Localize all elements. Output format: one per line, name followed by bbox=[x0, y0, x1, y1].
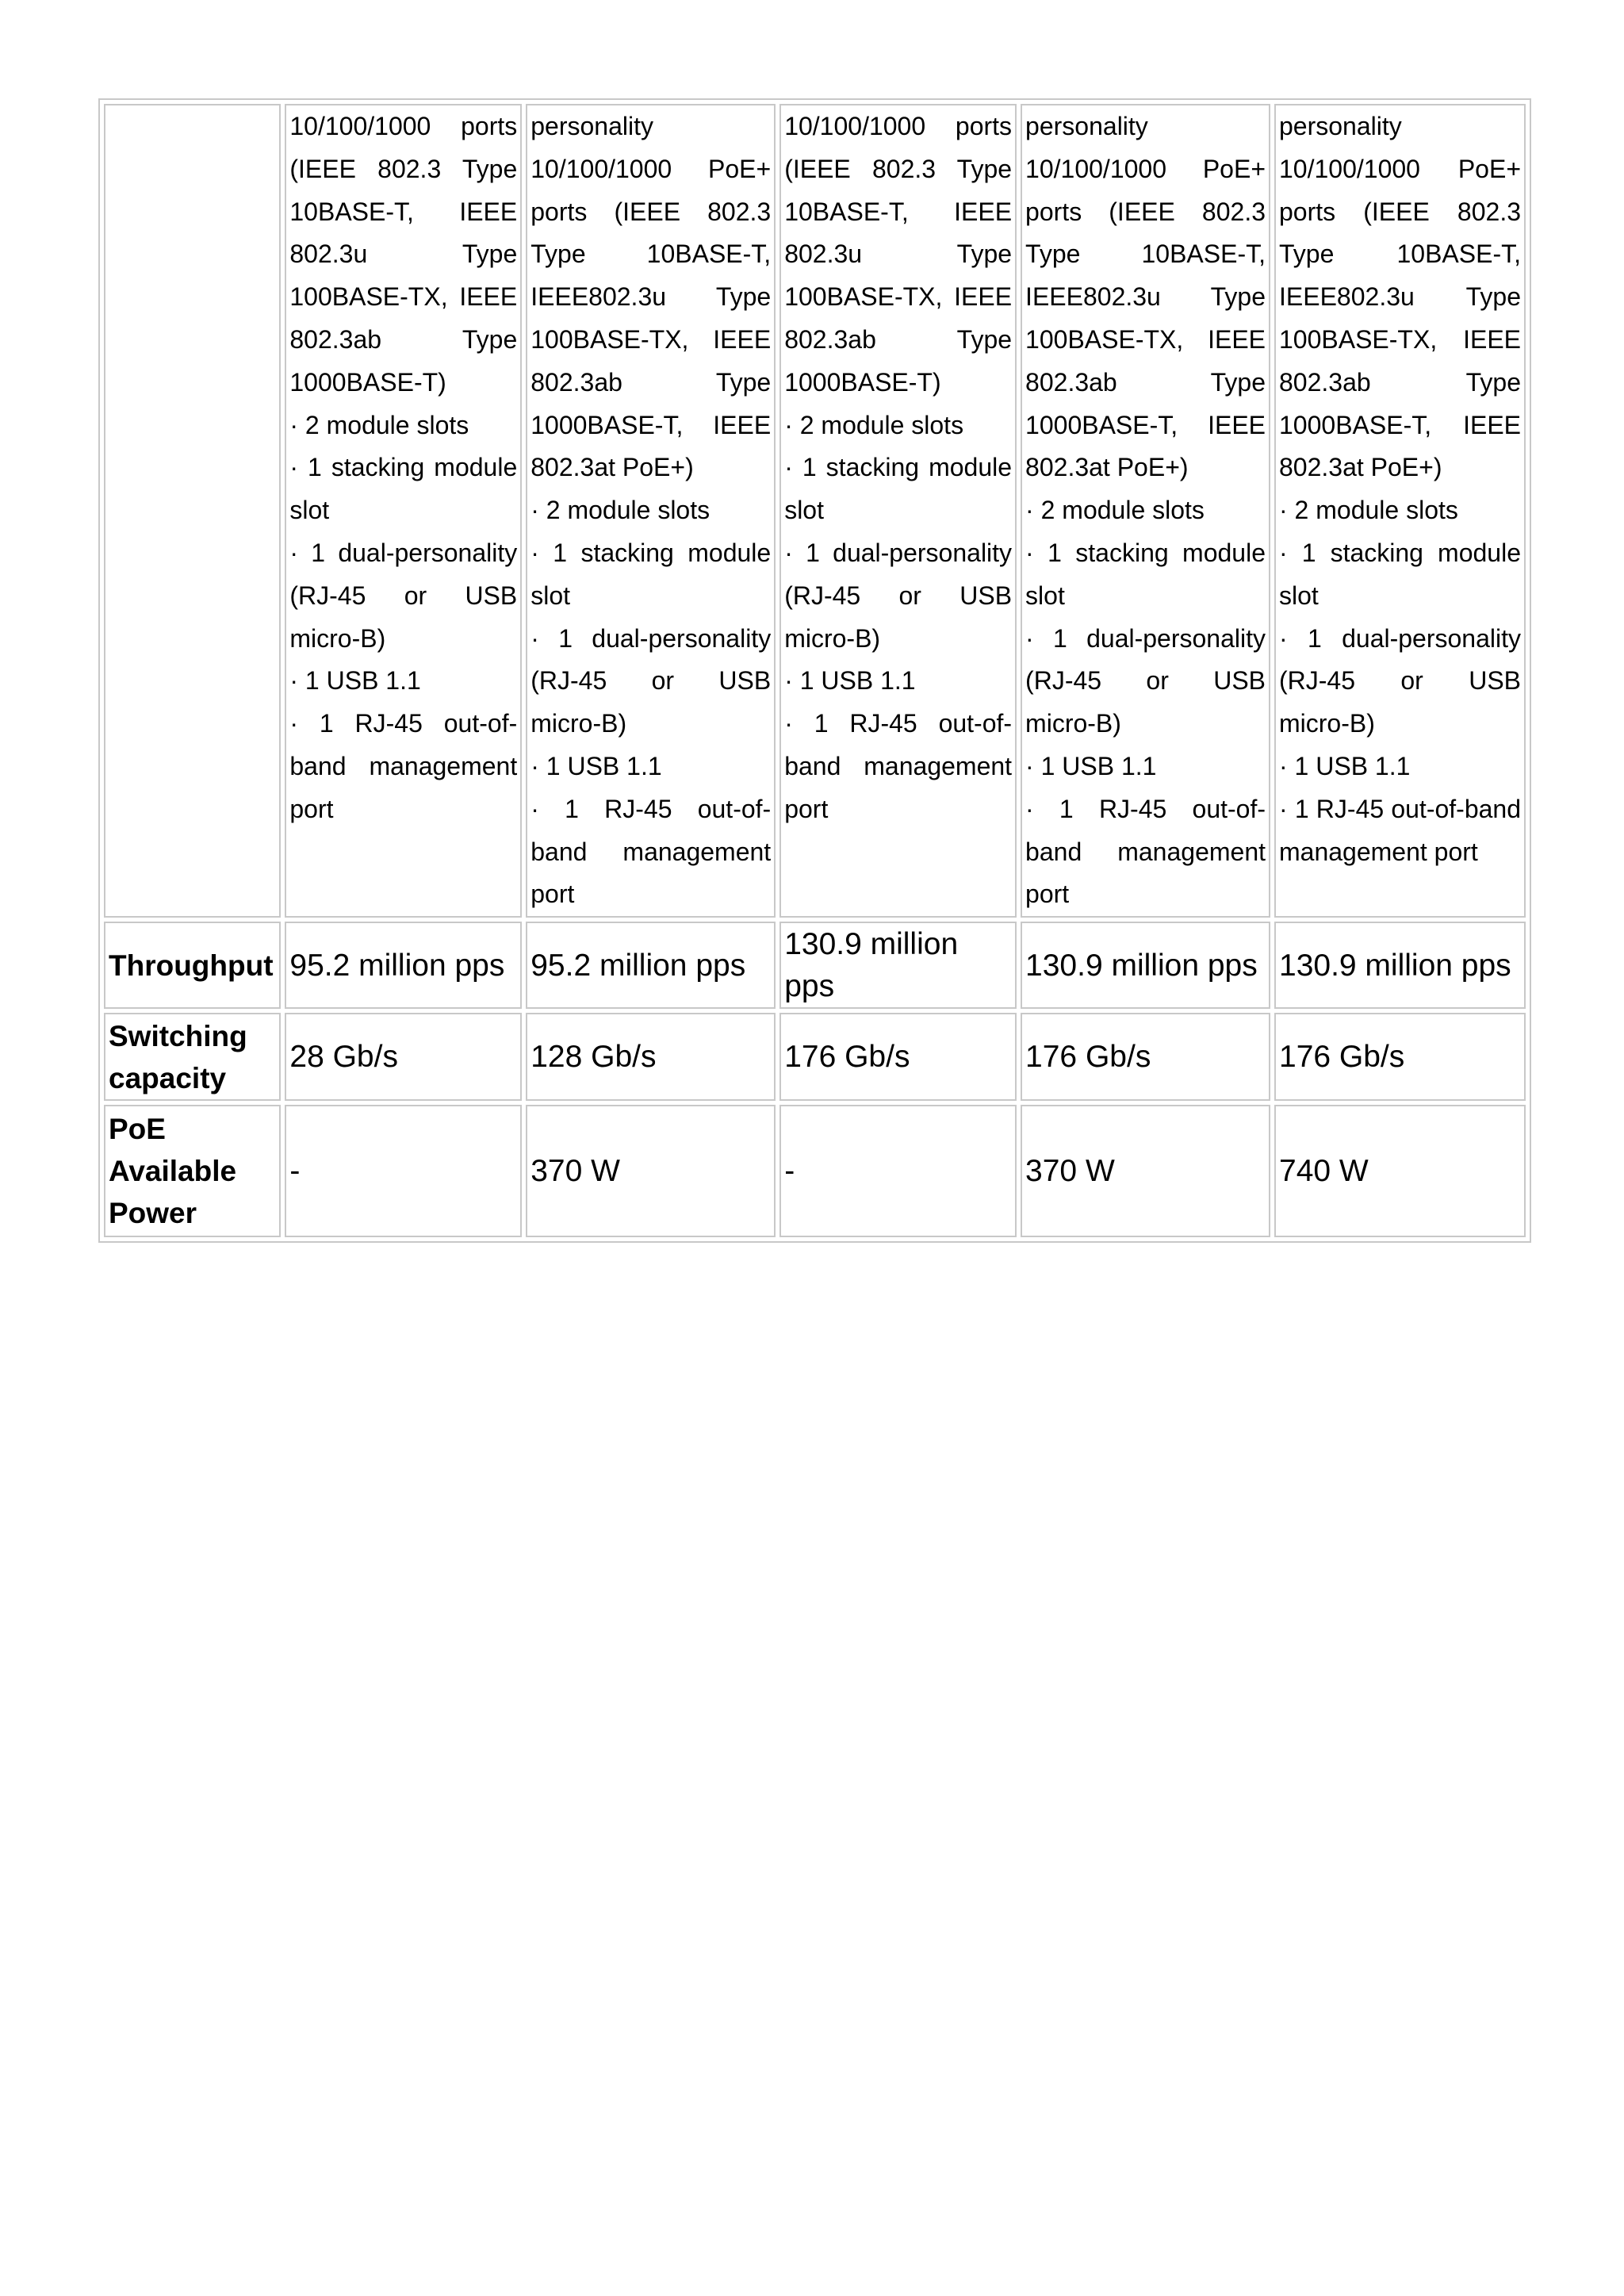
table-row-poe-power bbox=[104, 1105, 1526, 1237]
poe-power-label: PoE Available Power bbox=[104, 1105, 281, 1237]
table-row-throughput bbox=[104, 922, 1526, 1009]
poe-power-value-1: - bbox=[285, 1105, 522, 1237]
stacking-slot-text: · 1 stacking module slot bbox=[289, 453, 518, 525]
throughput-value-2: 95.2 million pps bbox=[526, 922, 776, 1009]
usb-text: · 1 USB 1.1 bbox=[289, 666, 421, 696]
stacking-slot-text: · 1 stacking module slot bbox=[1279, 538, 1521, 610]
spec-table bbox=[98, 98, 1531, 1243]
management-port-text: · 1 RJ-45 out-of-band management port bbox=[1025, 794, 1266, 909]
module-slots-text: · 2 module slots bbox=[1279, 496, 1458, 525]
module-slots-text: · 2 module slots bbox=[289, 410, 469, 439]
ports-cell-5 bbox=[1274, 104, 1526, 918]
module-slots-text: · 2 module slots bbox=[784, 410, 964, 439]
ports-cell-1 bbox=[285, 104, 522, 918]
module-slots-text: · 2 module slots bbox=[1025, 496, 1205, 525]
ports-cell-2 bbox=[526, 104, 776, 918]
management-port-text: · 1 RJ-45 out-of-band management port bbox=[530, 794, 772, 909]
stacking-slot-text: · 1 stacking module slot bbox=[1025, 538, 1266, 610]
poe-power-value-3: - bbox=[779, 1105, 1017, 1237]
table-row-ports bbox=[104, 104, 1526, 918]
management-port-text: · 1 RJ-45 out-of-band management port bbox=[784, 709, 1013, 823]
usb-text: · 1 USB 1.1 bbox=[1279, 751, 1411, 780]
ports-text: 10/100/1000 ports (IEEE 802.3 Type 10BASE-T, IEEE 802.3u Type 100BASE-TX, IEEE 802.3ab Type 1000BASE-T) bbox=[289, 112, 518, 397]
switching-capacity-label: Switching capacity bbox=[104, 1013, 281, 1101]
ports-label-cell bbox=[104, 104, 281, 918]
ports-text: personality 10/100/1000 PoE+ ports (IEEE 802.3 Type 10BASE-T, IEEE802.3u Type 100BASE-TX, IEEE 802.3ab Type 1000BASE-T, IEEE 802.3at PoE+) bbox=[1279, 112, 1521, 482]
usb-text: · 1 USB 1.1 bbox=[530, 751, 662, 780]
usb-text: · 1 USB 1.1 bbox=[784, 666, 916, 696]
throughput-value-3: 130.9 million pps bbox=[779, 922, 1017, 1009]
switching-capacity-value-3: 176 Gb/s bbox=[779, 1013, 1017, 1101]
management-port-text: · 1 RJ-45 out-of-band management port bbox=[289, 709, 518, 823]
throughput-label: Throughput bbox=[104, 922, 281, 1009]
throughput-value-1: 95.2 million pps bbox=[285, 922, 522, 1009]
switching-capacity-value-5: 176 Gb/s bbox=[1274, 1013, 1526, 1101]
table-row-switching-capacity bbox=[104, 1013, 1526, 1101]
throughput-value-4: 130.9 million pps bbox=[1021, 922, 1270, 1009]
dual-personality-text: · 1 dual-personality (RJ-45 or USB micro-B) bbox=[1279, 623, 1521, 738]
dual-personality-text: · 1 dual-personality (RJ-45 or USB micro-B) bbox=[1025, 623, 1266, 738]
switching-capacity-value-1: 28 Gb/s bbox=[285, 1013, 522, 1101]
usb-text: · 1 USB 1.1 bbox=[1025, 751, 1157, 780]
module-slots-text: · 2 module slots bbox=[530, 496, 710, 525]
switching-capacity-value-4: 176 Gb/s bbox=[1021, 1013, 1270, 1101]
dual-personality-text: · 1 dual-personality (RJ-45 or USB micro-B) bbox=[530, 623, 772, 738]
poe-power-value-2: 370 W bbox=[526, 1105, 776, 1237]
dual-personality-text: · 1 dual-personality (RJ-45 or USB micro-B) bbox=[289, 538, 518, 653]
ports-text: 10/100/1000 ports (IEEE 802.3 Type 10BASE-T, IEEE 802.3u Type 100BASE-TX, IEEE 802.3ab Type 1000BASE-T) bbox=[784, 112, 1013, 397]
ports-text: personality 10/100/1000 PoE+ ports (IEEE 802.3 Type 10BASE-T, IEEE802.3u Type 100BASE-TX, IEEE 802.3ab Type 1000BASE-T, IEEE 802.3at PoE+) bbox=[1025, 112, 1266, 482]
poe-power-value-5: 740 W bbox=[1274, 1105, 1526, 1237]
dual-personality-text: · 1 dual-personality (RJ-45 or USB micro-B) bbox=[784, 538, 1013, 653]
ports-text: personality 10/100/1000 PoE+ ports (IEEE 802.3 Type 10BASE-T, IEEE802.3u Type 100BASE-TX, IEEE 802.3ab Type 1000BASE-T, IEEE 802.3at PoE+) bbox=[530, 112, 772, 482]
ports-cell-3 bbox=[779, 104, 1017, 918]
switching-capacity-value-2: 128 Gb/s bbox=[526, 1013, 776, 1101]
throughput-value-5: 130.9 million pps bbox=[1274, 922, 1526, 1009]
poe-power-value-4: 370 W bbox=[1021, 1105, 1270, 1237]
management-port-text: · 1 RJ-45 out-of-band management port bbox=[1279, 794, 1521, 866]
stacking-slot-text: · 1 stacking module slot bbox=[530, 538, 772, 610]
stacking-slot-text: · 1 stacking module slot bbox=[784, 453, 1013, 525]
ports-cell-4 bbox=[1021, 104, 1270, 918]
